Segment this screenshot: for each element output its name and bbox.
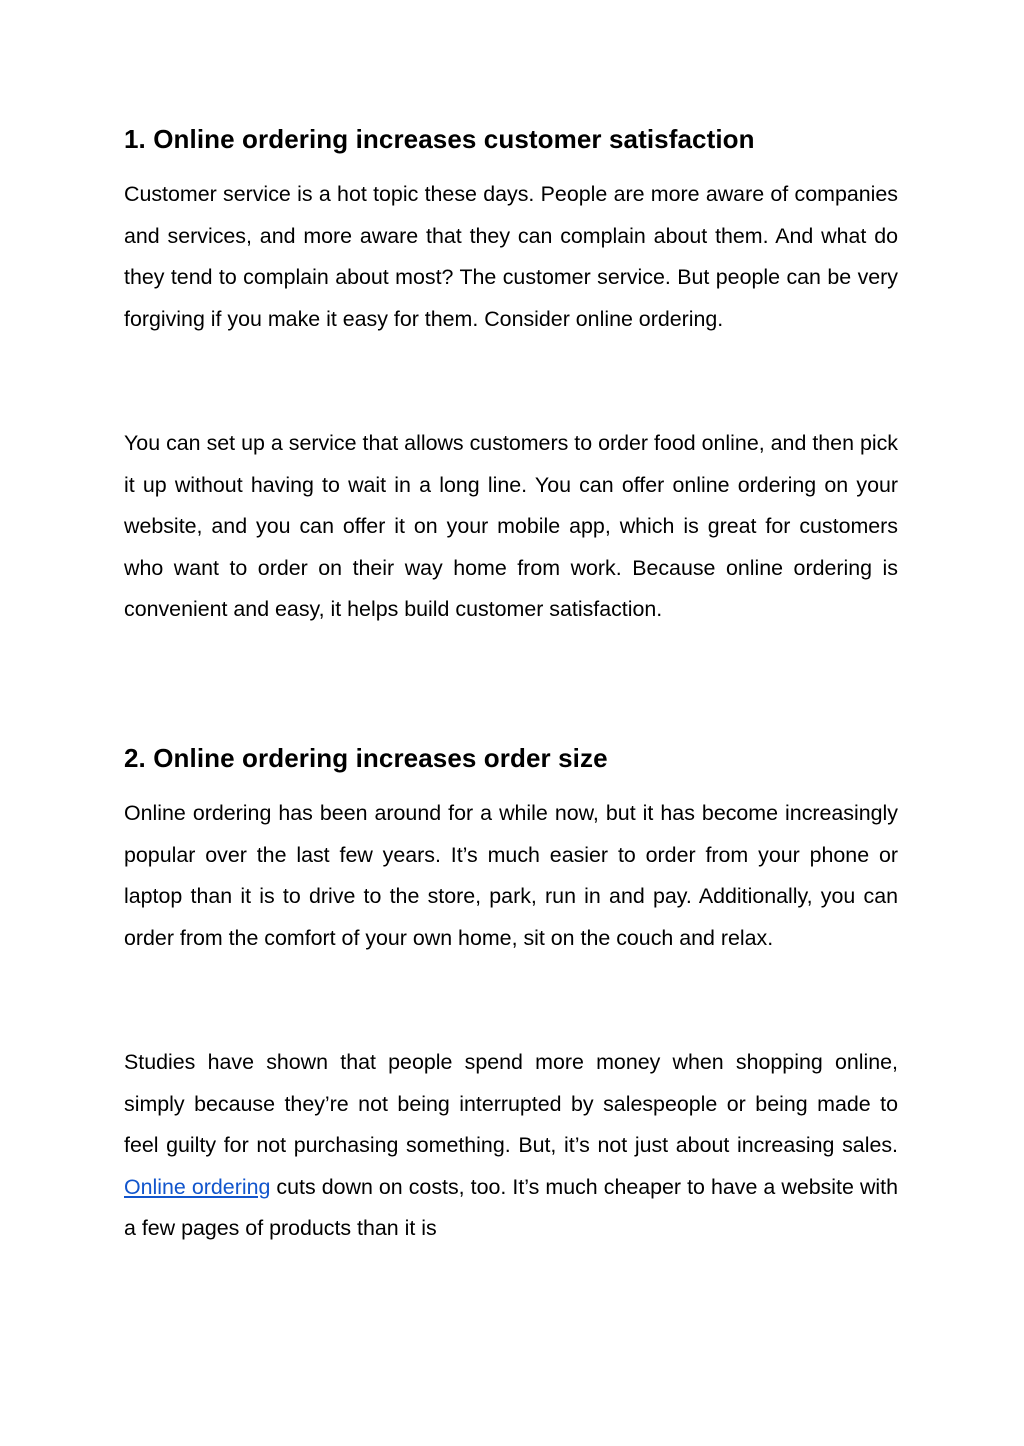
- paragraph: You can set up a service that allows customers to order food online, and then pick it up without having to wait in a long line. You can offer online ordering on your website, and you can offer it on your mobile app, which is great for customers who want to order on their way home from work. Because online ordering is convenient and easy, it helps build customer satisfaction.: [124, 431, 898, 621]
- paragraph: Online ordering has been around for a while now, but it has become increasingly popular over the last few years. It’s much easier to order from your phone or laptop than it is to drive to the store, park, run in and pay. Additionally, you can order from the comfort of your own home, sit on the couch and relax.: [124, 801, 898, 950]
- section-heading-customer-satisfaction: 1. Online ordering increases customer satisfaction: [124, 124, 755, 154]
- paragraph: Customer service is a hot topic these days. People are more aware of companies and services, and more aware that they can complain about them. And what do they tend to complain about most? The customer service. But people can be very forgiving if you make it easy for them. Consider online ordering.: [124, 182, 898, 331]
- paragraph-with-link: [124, 1042, 898, 1250]
- online-ordering-link[interactable]: Online ordering: [124, 1174, 271, 1199]
- section-heading-order-size: 2. Online ordering increases order size: [124, 743, 608, 773]
- paragraph-text-before-link: Studies have shown that people spend more money when shopping online, simply because they’re not being interrupted by salespeople or being made to feel guilty for not purchasing something. But, it’s not just about increasing sales.: [124, 1050, 898, 1157]
- paragraph-text-after-link: cuts down on costs, too. It’s much cheaper to have a website with a few pages of products than it is: [124, 1174, 898, 1240]
